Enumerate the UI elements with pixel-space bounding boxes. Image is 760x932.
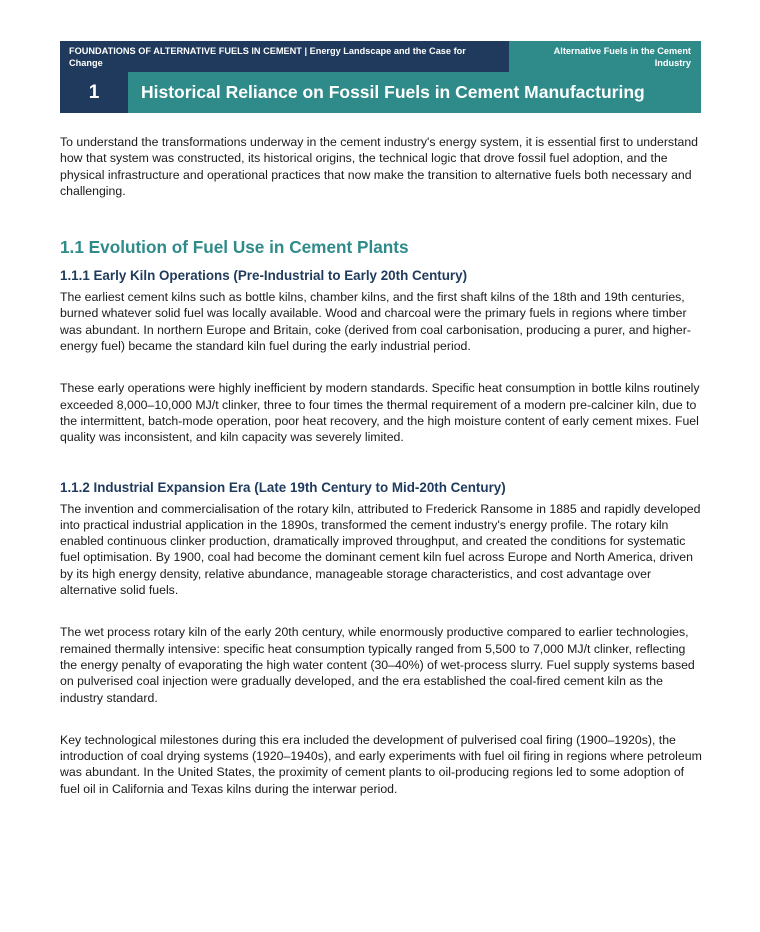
chapter-number: 1 [60,72,128,113]
paragraph-1-1-2-a: The invention and commercialisation of the rotary kiln, attributed to Frederick Ransome in 1885 and rapidly developed into practical industrial application in the 1890s, transformed the cement industry's energy profile. The rotary kiln enabled continuous clinker production, dramatically improved throughput, and created the conditions for systematic fuel optimisation. By 1900, coal had become the dominant cement kiln fuel across Europe and North America, driven by its high energy density, relative abundance, manageable storage characteristics, and cost advantage over alternative solid fuels. [60,501,701,598]
section-heading-1-1: 1.1 Evolution of Fuel Use in Cement Plants [60,237,409,258]
page-body [60,134,705,797]
running-header [60,41,701,72]
paragraph-1-1-1-a: The earliest cement kilns such as bottle kilns, chamber kilns, and the first shaft kilns of the 18th and 19th centuries, burned whatever solid fuel was locally available. Wood and charcoal were the primary fuels in regions where timber was abundant. In northern Europe and Britain, coke (derived from coal carbonisation, producing a purer, and higher-energy fuel) became the standard kiln fuel during the early industrial period. [60,290,691,354]
paragraph-1-1-2-c: Key technological milestones during this era included the development of pulverised coal firing (1900–1920s), the introduction of coal drying systems (1920–1940s), and early experiments with fuel oil firing in regions where petroleum was abundant. In the United States, the proximity of cement plants to oil-producing regions led to some adoption of fuel oil in California and Texas kilns during the interwar period. [60,732,702,796]
chapter-title: Historical Reliance on Fossil Fuels in Cement Manufacturing [128,72,701,113]
header-book-title: Alternative Fuels in the Cement Industry [509,41,701,72]
header-document-title: FOUNDATIONS OF ALTERNATIVE FUELS IN CEMENT | Energy Landscape and the Case for Change [60,41,509,72]
subsection-heading-1-1-2: 1.1.2 Industrial Expansion Era (Late 19th Century to Mid-20th Century) [60,479,506,495]
subsection-heading-1-1-1: 1.1.1 Early Kiln Operations (Pre-Industrial to Early 20th Century) [60,268,468,284]
chapter-banner [60,72,701,113]
intro-paragraph: To understand the transformations underway in the cement industry's energy system, it is essential first to understand how that system was constructed, its historical origins, the technical logic that drove fossil fuel adoption, and the physical infrastructure and operational practices that now make the transition to alternative fuels both necessary and challenging. [60,135,699,198]
paragraph-1-1-2-b: The wet process rotary kiln of the early 20th century, while enormously productive compared to earlier technologies, remained thermally intensive: specific heat consumption typically ranged from 5,500 to 7,000 MJ/t clinker, reflecting the energy penalty of evaporating the high water content (30–40%) of wet-process slurry. Fuel supply systems based on pulverised coal injection were gradually developed, and the era established the coal-fired cement kiln as the industry standard. [60,625,695,705]
paragraph-1-1-1-b: These early operations were highly inefficient by modern standards. Specific heat consumption in bottle kilns routinely exceeded 8,000–10,000 MJ/t clinker, three to four times the thermal requirement of a modern pre-calciner kiln, due to the intermittent, batch-mode operation, poor heat recovery, and the high moisture content of early cement mixes. Fuel quality was inconsistent, and kiln capacity was severely limited. [60,381,700,445]
